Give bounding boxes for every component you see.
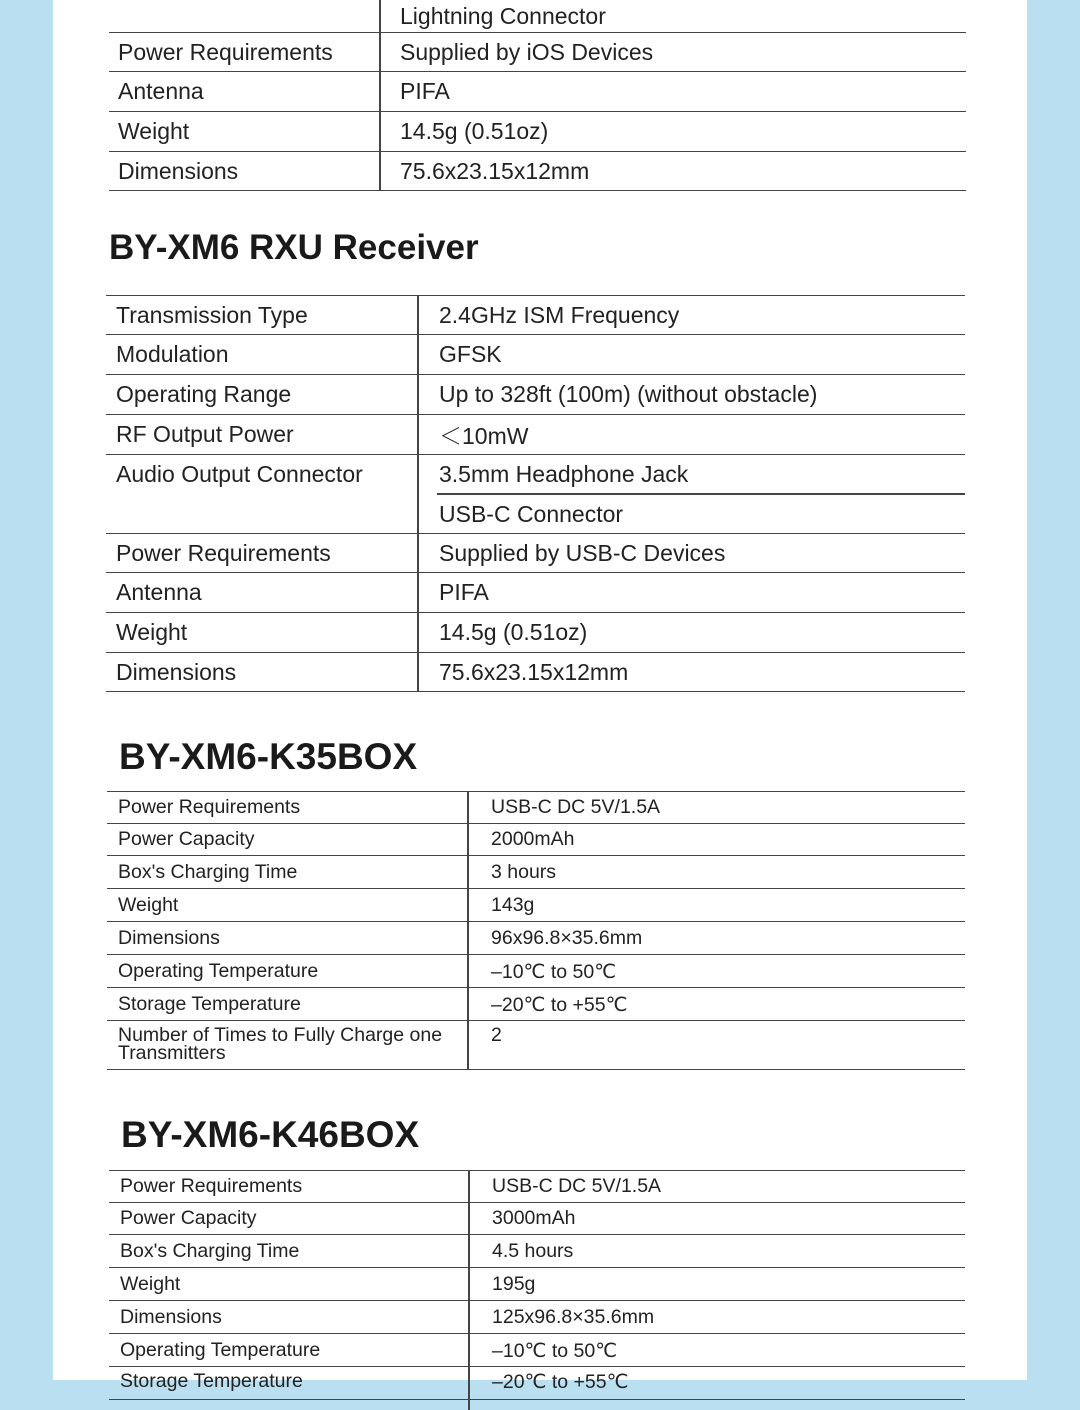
spec-label-line2: Transmitters — [118, 1042, 226, 1064]
spec-value: 195g — [492, 1273, 536, 1295]
spec-label: RF Output Power — [116, 421, 294, 447]
spec-value: –20℃ to +55℃ — [491, 993, 628, 1016]
spec-value: ＜10mW — [439, 423, 529, 449]
spec-value: –10℃ to 50℃ — [491, 960, 617, 983]
spec-value: 75.6x23.15x12mm — [439, 658, 629, 685]
spec-value: 2 — [491, 1024, 502, 1046]
spec-label: Weight — [118, 894, 179, 916]
spec-value: 14.5g (0.51oz) — [439, 619, 588, 645]
spec-value: Up to 328ft (100m) (without obstacle) — [439, 381, 818, 407]
spec-value: 125x96.8×35.6mm — [492, 1306, 655, 1328]
table-row — [107, 890, 965, 922]
spec-value: USB-C DC 5V/1.5A — [492, 1175, 662, 1197]
spec-label: Dimensions — [116, 658, 237, 685]
spec-value: 2.4GHz ISM Frequency — [439, 301, 680, 328]
spec-label: Box's Charging Time — [118, 861, 298, 883]
table-row — [106, 455, 965, 534]
spec-label: Operating Range — [116, 381, 292, 407]
spec-label-line1: Number of Times to Fully Charge one — [118, 1024, 443, 1046]
spec-label: Modulation — [116, 341, 229, 367]
spec-label: Weight — [118, 118, 190, 144]
spec-label: Dimensions — [118, 157, 239, 184]
spec-value: 75.6x23.15x12mm — [400, 157, 590, 184]
spec-value: 2000mAh — [491, 828, 575, 850]
table-row — [106, 415, 965, 455]
spec-table-rxu — [106, 295, 965, 693]
spec-value: –10℃ to 50℃ — [492, 1339, 618, 1362]
spec-label — [118, 1022, 442, 1069]
spec-value: 3 hours — [491, 861, 557, 883]
section-title-rxu: BY-XM6 RXU Receiver — [109, 228, 479, 267]
table-row — [107, 791, 965, 824]
table-row — [109, 1170, 965, 1203]
table-row — [106, 295, 965, 335]
table-row — [106, 613, 965, 653]
table-row — [109, 152, 966, 191]
table-row — [107, 923, 965, 955]
table-row — [109, 1302, 965, 1334]
table-row — [107, 824, 965, 856]
spec-value: 96x96.8×35.6mm — [491, 927, 643, 949]
table-row — [107, 1022, 965, 1070]
spec-value: PIFA — [400, 78, 450, 104]
table-row — [109, 1236, 965, 1268]
spec-table-top — [109, 0, 966, 192]
spec-sheet-page — [53, 0, 1027, 1393]
section-title-k46box: BY-XM6-K46BOX — [121, 1114, 420, 1155]
spec-label: Antenna — [116, 579, 202, 605]
spec-value: USB-C DC 5V/1.5A — [491, 796, 661, 818]
table-row — [106, 653, 965, 692]
spec-value: –20℃ to +55℃ — [492, 1371, 629, 1393]
table-row — [109, 112, 966, 152]
table-row — [109, 0, 966, 33]
table-row — [106, 375, 965, 415]
table-row — [106, 335, 965, 375]
spec-label: Dimensions — [118, 927, 220, 949]
spec-label: Audio Output Connector — [116, 460, 363, 487]
table-row — [106, 534, 965, 573]
spec-label: Power Requirements — [118, 796, 301, 818]
spec-label: Storage Temperature — [118, 993, 301, 1015]
table-row — [107, 989, 965, 1021]
spec-value: 3000mAh — [492, 1207, 576, 1229]
table-row — [107, 857, 965, 889]
spec-value: 14.5g (0.51oz) — [400, 118, 549, 144]
spec-value-secondary: USB-C Connector — [439, 500, 624, 527]
table-row — [109, 1335, 965, 1367]
spec-value: 4.5 hours — [492, 1240, 574, 1262]
section-title-k35box: BY-XM6-K35BOX — [119, 736, 418, 777]
spec-label: Power Requirements — [120, 1175, 303, 1197]
spec-label: Power Requirements — [116, 539, 331, 566]
spec-label: Weight — [120, 1273, 181, 1295]
spec-value: GFSK — [439, 341, 502, 367]
table-row — [107, 956, 965, 988]
spec-label: Box's Charging Time — [120, 1240, 300, 1262]
spec-value: 3.5mm Headphone Jack — [439, 460, 689, 487]
spec-label: Power Capacity — [118, 828, 255, 850]
table-row — [109, 72, 966, 112]
table-row — [109, 1368, 965, 1400]
table-row — [109, 33, 966, 72]
spec-label: Dimensions — [120, 1306, 222, 1328]
spec-value: PIFA — [439, 579, 489, 605]
spec-value: 143g — [491, 894, 535, 916]
spec-label: Power Requirements — [118, 38, 333, 65]
spec-label: Operating Temperature — [118, 960, 319, 982]
spec-label: Power Capacity — [120, 1207, 257, 1229]
spec-value: Lightning Connector — [400, 2, 606, 29]
spec-table-k46box — [109, 1170, 965, 1410]
spec-value: Supplied by USB-C Devices — [439, 539, 726, 566]
spec-label: Antenna — [118, 78, 204, 104]
table-row — [109, 1269, 965, 1301]
spec-label: Operating Temperature — [120, 1339, 321, 1361]
spec-label: Transmission Type — [116, 301, 308, 328]
table-row — [109, 1203, 965, 1235]
spec-label: Storage Temperature — [120, 1370, 303, 1392]
spec-value: Supplied by iOS Devices — [400, 38, 654, 65]
spec-table-k35box — [107, 791, 965, 1072]
spec-label: Weight — [116, 619, 188, 645]
table-row — [106, 573, 965, 613]
